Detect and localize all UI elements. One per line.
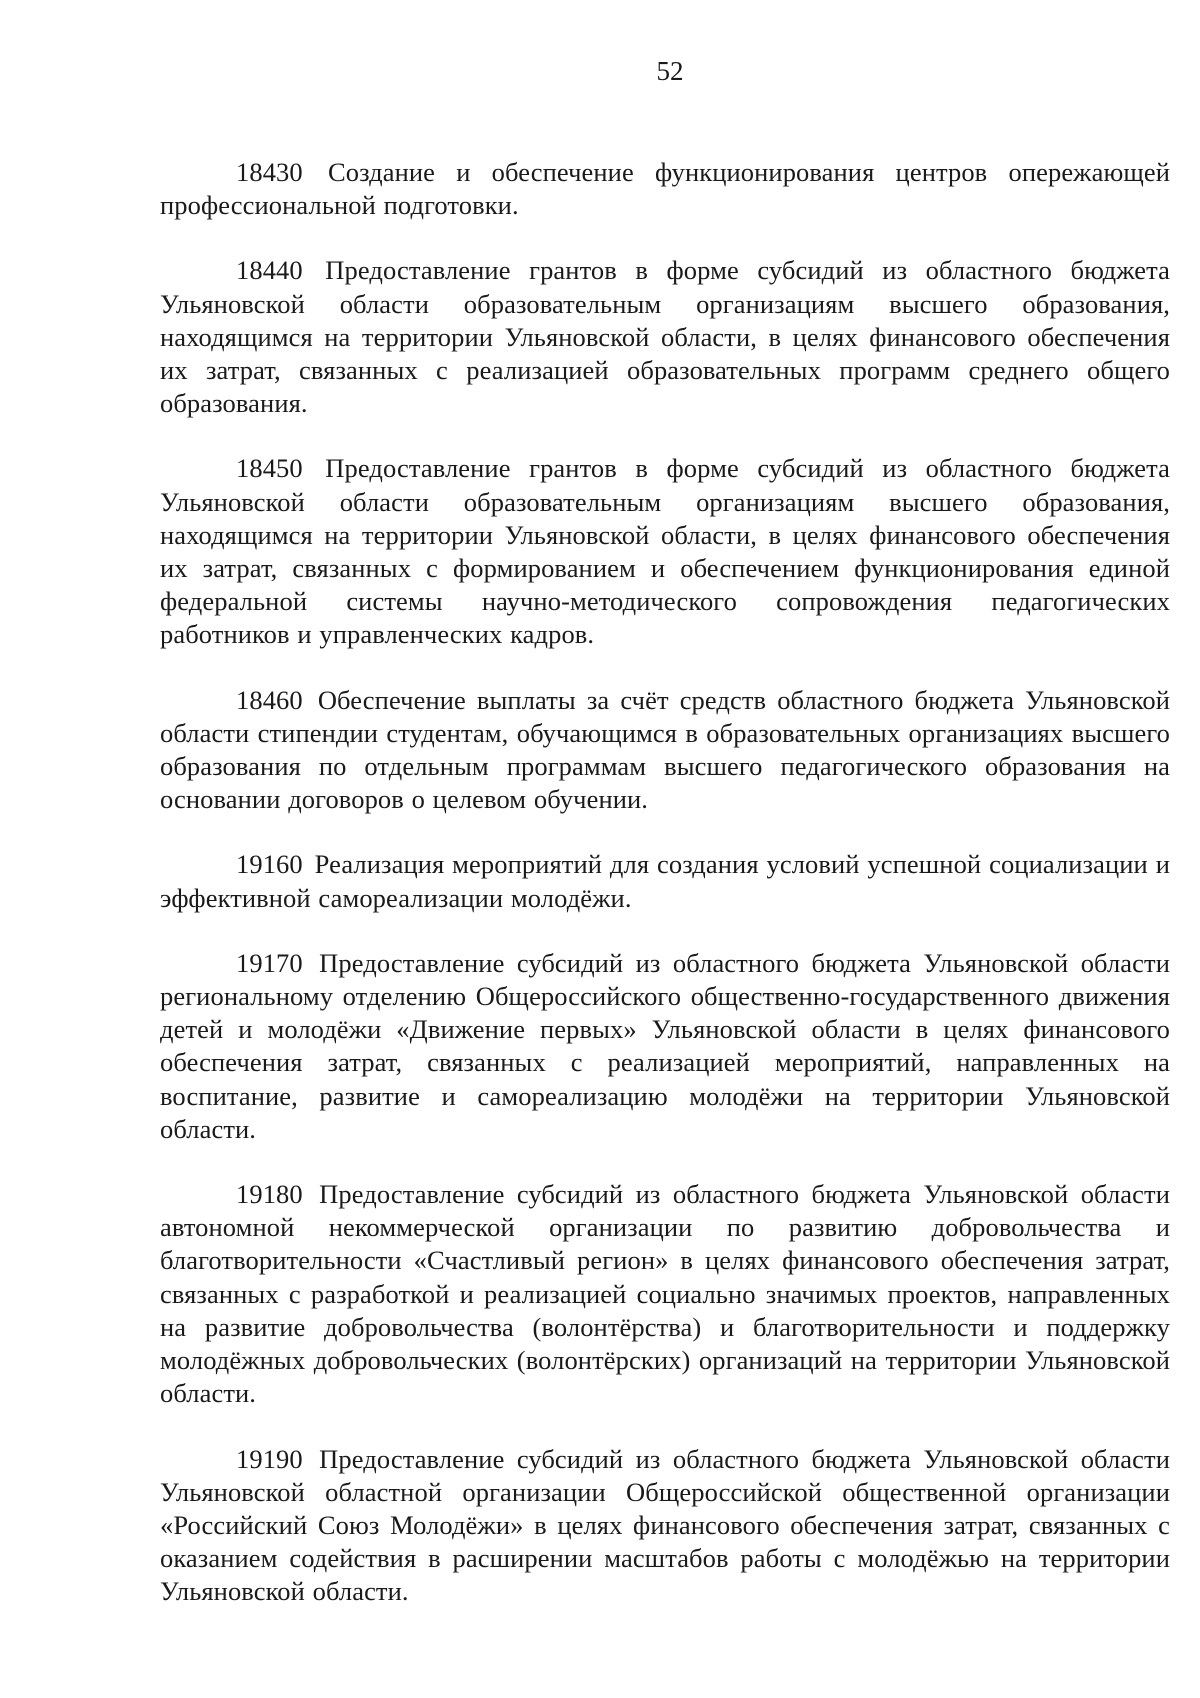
page-number: 52: [656, 56, 684, 86]
item-text: Предоставление субсидий из областного бюджета Ульяновской области региональному отделению Общероссийского общественно-государственного движения детей и молодёжи «Движение первых» Ульяновской области в целях финансового обеспечения затрат, связанных с реализацией мероприятий, направленных на воспитание, развитие и самореализацию молодёжи на территории Ульяновской области.: [160, 947, 1170, 1144]
item-text: Предоставление субсидий из областного бюджета Ульяновской области автономной некоммерческой организации по развитию добровольчества и благотворительности «Счастливый регион» в целях финансового обеспечения затрат, связанных с разработкой и реализацией социально значимых проектов, направленных на развитие добровольчества (волонтёрства) и благотворительности и поддержку молодёжных добровольческих (волонтёрских) организаций на территории Ульяновской области.: [160, 1179, 1170, 1409]
item-code: 18440: [236, 255, 303, 286]
item-text: Предоставление субсидий из областного бюджета Ульяновской области Ульяновской областной организации Общероссийской общественной организации «Российский Союз Молодёжи» в целях финансового обеспечения затрат, связанных с оказанием содействия в расширении масштабов работы с молодёжью на территории Ульяновской области.: [160, 1443, 1170, 1607]
list-item: [160, 684, 1170, 817]
list-item: [160, 156, 1170, 222]
item-text: Предоставление грантов в форме субсидий из областного бюджета Ульяновской области образовательным организациям высшего образования, находящимся на территории Ульяновской области, в целях финансового обеспечения их затрат, связанных с реализацией образовательных программ среднего общего образования.: [160, 255, 1170, 419]
item-code: 18460: [236, 684, 303, 715]
document-body: [160, 156, 1170, 1641]
item-text: Обеспечение выплаты за счёт средств областного бюджета Ульяновской области стипендии студентам, обучающимся в образовательных организациях высшего образования по отдельным программам высшего педагогического образования на основании договоров о целевом обучении.: [160, 684, 1170, 815]
item-code: 19160: [236, 849, 303, 880]
list-item: [160, 947, 1170, 1146]
item-text: Предоставление грантов в форме субсидий из областного бюджета Ульяновской области образовательным организациям высшего образования, находящимся на территории Ульяновской области, в целях финансового обеспечения их затрат, связанных с формированием и обеспечением функционирования единой федеральной системы научно-методического сопровождения педагогических работников и управленческих кадров.: [160, 453, 1170, 650]
item-code: 19180: [236, 1179, 303, 1210]
item-text: Реализация мероприятий для создания условий успешной социализации и эффективной самореализации молодёжи.: [160, 849, 1170, 913]
item-code: 18430: [236, 157, 303, 187]
list-item: [160, 452, 1170, 651]
list-item: [160, 1178, 1170, 1410]
list-item: [160, 1443, 1170, 1609]
item-code: 18450: [236, 453, 303, 484]
list-item: [160, 254, 1170, 420]
list-item: [160, 848, 1170, 914]
item-code: 19190: [236, 1443, 303, 1474]
item-code: 19170: [236, 947, 303, 978]
item-text: Создание и обеспечение функционирования центров опережающей профессиональной подготовки.: [160, 157, 1170, 221]
